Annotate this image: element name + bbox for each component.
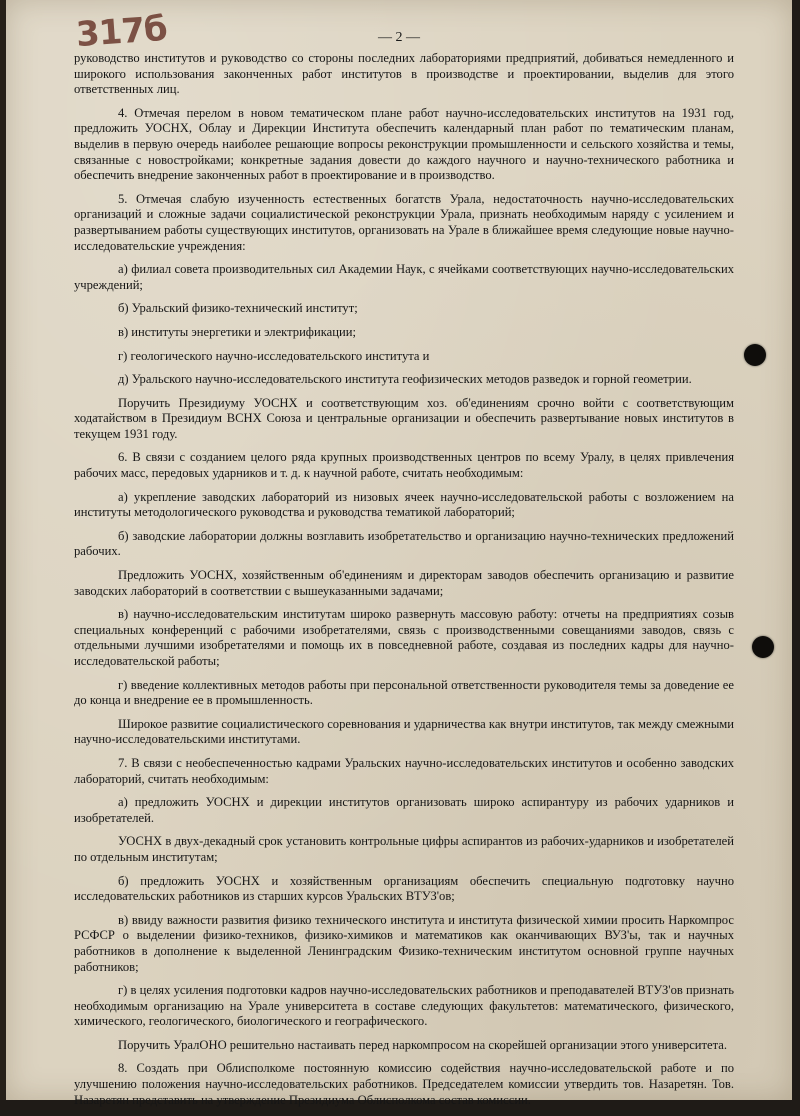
paragraph-item-7: 7. В связи с необеспеченностью кадрами Уральских научно-исследовательских институтов и особенно заводских лабораторий, считать необходимым:: [74, 755, 734, 786]
page-number: — 2 —: [378, 30, 420, 45]
subitem-6b: б) заводские лаборатории должны возглавить изобретательство и организацию научно-технических предложений рабочих.: [74, 528, 734, 559]
subitem-6v: в) научно-исследовательским институтам широко развернуть массовую работу: отчеты на предприятиях созыв специальных конференций с рабочими изобретателями, связь с производственными совещаниями заводов, связь с отдельными лучшими изобретателями и помощь их в повседневной работе, создавая из последних кадры для научно-исследовательской работы;: [74, 607, 734, 668]
paragraph-continuation: руководство институтов и руководство со стороны последних лабораториями предприятий, добиваться немедленного и широкого использования законченных работ институтов в производстве и проектировании, выделив для этого ответственных лиц.: [74, 51, 734, 97]
subitem-7b: б) предложить УОСНХ и хозяйственным организациям обеспечить специальную подготовку научно исследовательских работников из старших курсов Уральских ВТУЗ'ов;: [74, 873, 734, 904]
handwritten-archive-mark: 317б: [74, 8, 169, 56]
paragraph-uralono: Поручить УралОНО решительно настаивать перед наркомпросом на скорейшей организации этого университета.: [118, 1037, 728, 1052]
punch-hole: [752, 636, 774, 658]
subitem-7g: г) в целях усиления подготовки кадров научно-исследовательских работников и преподавателей ВТУЗ'ов признать необходимым организацию на Урале университета в составе следующих факультетов: математического, физического, химического, геологического, биологического и географического.: [74, 983, 734, 1029]
subitem-6a: а) укрепление заводских лабораторий из низовых ячеек научно-исследовательской работы с возложением на институты методологического руководства и руководства тематикой лабораторий;: [74, 489, 734, 520]
paragraph-propose-uosnkh: Предложить УОСНХ, хозяйственным об'единениям и директорам заводов обеспечить организацию и развитие заводских лабораторий в соответствии с вышеуказанными задачами;: [74, 568, 734, 598]
document-page: [6, 0, 792, 1107]
subitem-7v: в) ввиду важности развития физико технического института и института физической химии просить Наркомпрос РСФСР о выделении физико-техников, физико-химиков и математиков как оканчивающих ВУЗ'ы, так и научных работников в дополнение к выделенной Ленинградским Физико-техническим институтом основной группе научных работников;: [74, 912, 734, 974]
paragraph-instruct-presidium: Поручить Президиуму УОСНХ и соответствующим хоз. об'единениям срочно войти с соответствующим ходатайством в Президиум ВСНХ Союза и центральные организации и обеспечить развертывание новых институтов в текущем 1931 году.: [74, 395, 734, 441]
subitem-6g: г) введение коллективных методов работы при персональной ответственности руководителя темы за доведение ее до конца и внедрение ее в промышленность.: [74, 677, 734, 708]
subitem-5b: б) Уральский физико-технический институт;: [118, 301, 358, 316]
subitem-7a: а) предложить УОСНХ и дирекции институтов организовать широко аспирантуру из рабочих ударников и изобретателей.: [74, 795, 734, 825]
paragraph-control-figures: УОСНХ в двух-декадный срок установить контрольные цифры аспирантов из рабочих-ударников и изобретателей по отдельным институтам;: [74, 834, 734, 864]
document-body: [74, 51, 734, 1116]
paragraph-item-4: 4. Отмечая перелом в новом тематическом плане работ научно-исследовательских институтов на 1931 год, предложить УОСНХ, Облау и Дирекции Института обеспечить календарный план работ по тематическим планам, выделив в первую очередь наиболее решающие вопросы реконструкции промышленности и сельского хозяйства и темы, связанные с новостройками; конкретные задания довести до каждого научного и научно-технического работника и обеспечить внедрение законченных работ в проектирование и в производство.: [74, 105, 734, 183]
subitem-5d: д) Уральского научно-исследовательского института геофизических методов разведок и горной геометрии.: [118, 372, 692, 387]
punch-hole: [744, 344, 766, 366]
paragraph-item-8: 8. Создать при Облисполкоме постоянную комиссию содействия научно-исследовательской работе и по улучшению положения научно-исследовательских работников. Председателем комиссии утвердить тов. Назаретян. Тов. Назаретян представить на утверждение Президиума Облисполкома состав комиссии.: [74, 1061, 734, 1107]
paragraph-competition: Широкое развитие социалистического соревнования и ударничества как внутри институтов, так между смежными научно-исследовательскими институтами.: [74, 716, 734, 747]
paragraph-item-5: 5. Отмечая слабую изученность естественных богатств Урала, недостаточность научно-исследовательских организаций и сложные задачи социалистической реконструкции Урала, признать необходимым наряду с усилением и развертыванием работы существующих институтов, организовать на Урале в ближайшее время следующие новые научно-исследовательские учреждения:: [74, 191, 734, 253]
paragraph-item-6: 6. В связи с созданием целого ряда крупных производственных центров по всему Уралу, в целях привлечения рабочих масс, передовых ударников и т. д. к научной работе, считать необходимым:: [74, 450, 734, 481]
subitem-5a: а) филиал совета производительных сил Академии Наук, с ячейками соответствующих научно-исследовательских учреждений;: [74, 262, 734, 292]
subitem-5g: г) геологического научно-исследовательского института и: [118, 348, 430, 363]
subitem-5v: в) институты энергетики и электрификации;: [118, 324, 356, 339]
